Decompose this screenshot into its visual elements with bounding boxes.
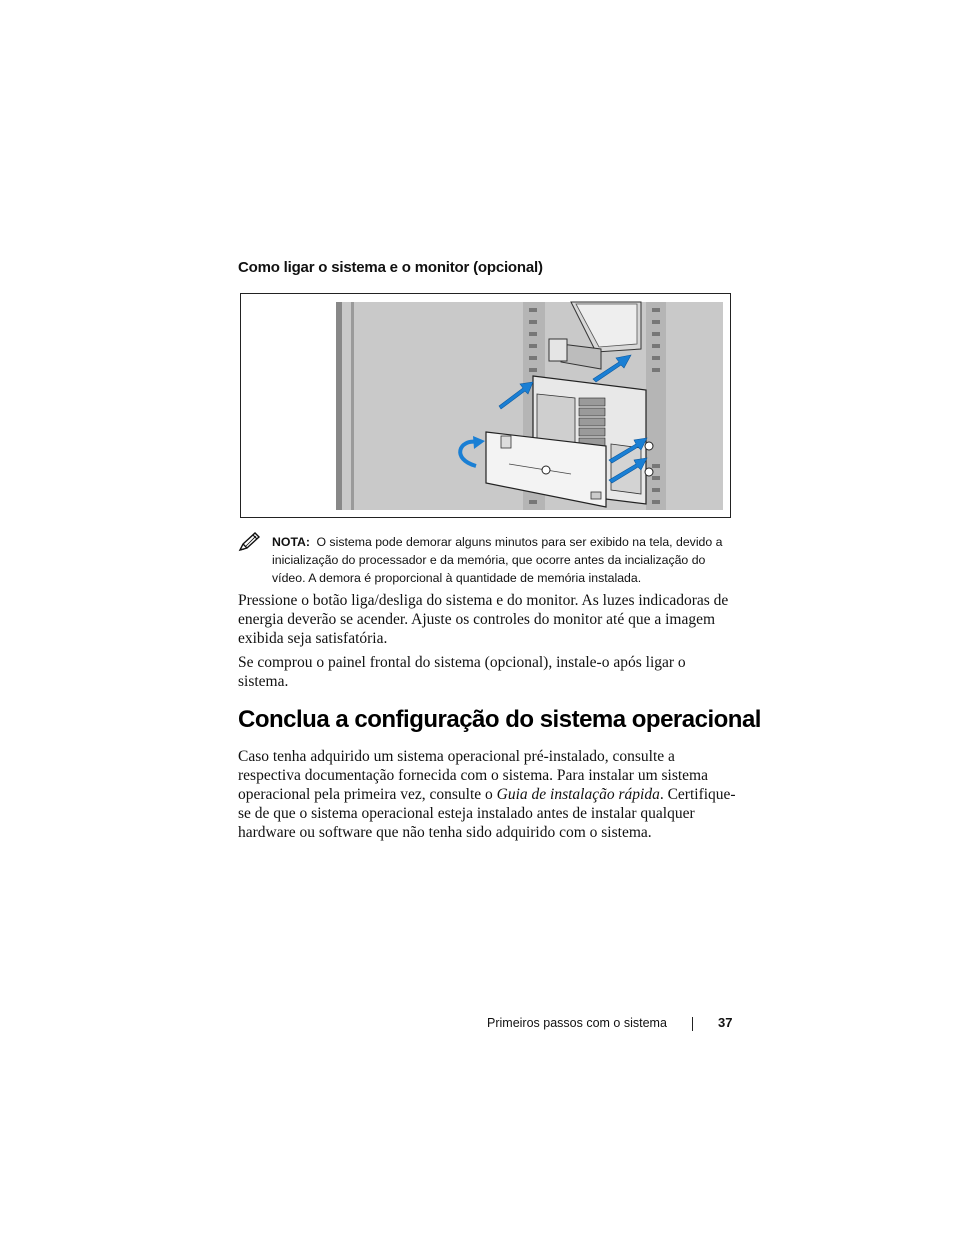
paragraph-bezel: Se comprou o painel frontal do sistema (opcional), instale-o após ligar o sistema. [238,654,686,690]
quick-install-guide-title: Guia de instalação rápida [496,786,660,803]
paragraph-power-on: Pressione o botão liga/desliga do sistema e do monitor. As luzes indicadoras de energia deverão se acender. Ajuste os controles do monitor até que a imagem exibida seja satisfatória. [238,592,729,647]
note-text [272,533,732,587]
pencil-note-icon [238,531,262,553]
paragraph-os-setup [238,747,738,842]
section-subheading: Como ligar o sistema e o monitor (opcional) [238,259,543,276]
page-number: 37 [718,1015,733,1030]
server-illustration [240,293,731,518]
footer-separator [692,1017,693,1031]
footer-title: Primeiros passos com o sistema [487,1016,667,1030]
section-heading: Conclua a configuração do sistema operacional [238,706,761,733]
note-label: NOTA: [272,535,311,549]
note-body: O sistema pode demorar alguns minutos para ser exibido na tela, devido a inicialização do processador e da memória, que ocorre antes da incialização do vídeo. A demora é proporcional à quantidade de memória instalada. [272,535,723,585]
os-text-after: . Certifique-se de que o sistema operacional esteja instalado antes de instalar qualquer hardware ou software que não tenha sido adquirido com o sistema. [238,786,736,841]
server-rack-illustration [241,294,731,518]
os-text-before: Caso tenha adquirido um sistema operacional pré-instalado, consulte a respectiva documentação fornecida com o sistema. Para instalar um sistema operacional pela primeira vez, consulte o [238,748,708,803]
